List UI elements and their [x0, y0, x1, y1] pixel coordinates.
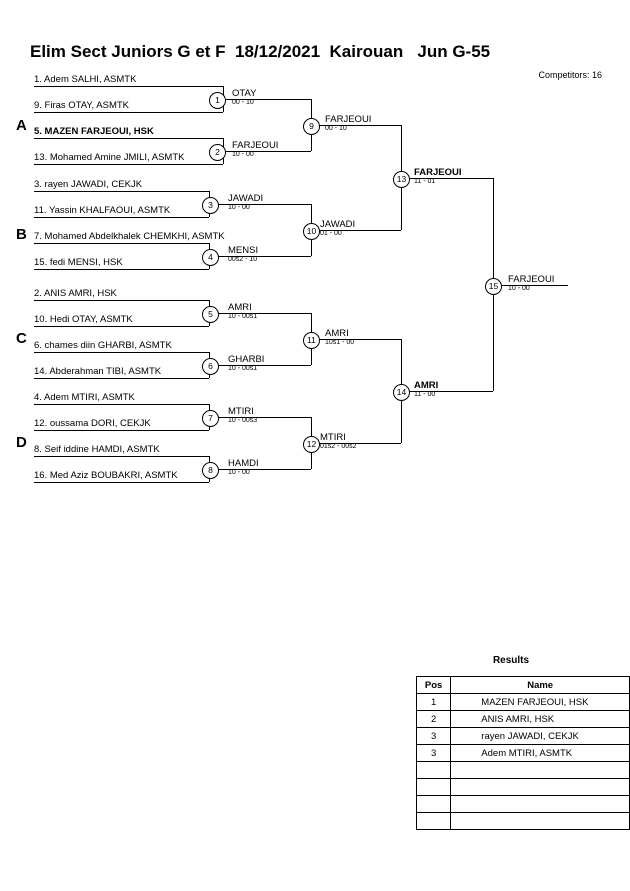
table-row — [417, 694, 630, 711]
result-pos — [417, 762, 451, 779]
match-circle-8[interactable]: 8 — [202, 462, 219, 479]
entrant-12: 14. Abderahman TIBI, ASMTK — [34, 366, 162, 377]
match-score-10: 01 - 00 — [320, 230, 342, 237]
result-name: MAZEN FARJEOUI, HSK — [451, 694, 630, 711]
bracket-line — [34, 300, 209, 301]
entrant-16: 16. Med Aziz BOUBAKRI, ASMTK — [34, 470, 178, 481]
match-score-7: 10 - 00s3 — [228, 417, 258, 424]
entrant-10: 10. Hedi OTAY, ASMTK — [34, 314, 133, 325]
entrant-8: 15. fedi MENSI, HSK — [34, 257, 123, 268]
table-row — [417, 711, 630, 728]
table-row — [417, 813, 630, 830]
match-winner-13: FARJEOUI — [414, 167, 462, 178]
results-table — [416, 676, 630, 830]
result-pos — [417, 779, 451, 796]
entrant-1: 1. Adem SALHI, ASMTK — [34, 74, 137, 85]
entrant-11: 6. chames diin GHARBI, ASMTK — [34, 340, 172, 351]
bracket-line — [34, 217, 209, 218]
table-row — [417, 745, 630, 762]
match-score-9: 00 - 10 — [325, 125, 347, 132]
result-pos: 3 — [417, 728, 451, 745]
entrant-13: 4. Adem MTIRI, ASMTK — [34, 392, 135, 403]
bracket-line — [493, 285, 568, 286]
match-circle-9[interactable]: 9 — [303, 118, 320, 135]
match-winner-12: MTIRI — [320, 432, 346, 443]
match-circle-10[interactable]: 10 — [303, 223, 320, 240]
match-winner-15: FARJEOUI — [508, 274, 555, 285]
bracket-line — [34, 456, 209, 457]
match-circle-1[interactable]: 1 — [209, 92, 226, 109]
match-score-8: 10 - 00 — [228, 469, 250, 476]
result-name: Adem MTIRI, ASMTK — [451, 745, 630, 762]
group-letter-b: B — [16, 226, 27, 243]
table-row — [417, 762, 630, 779]
result-name — [451, 813, 630, 830]
bracket-line — [34, 112, 223, 113]
result-name — [451, 762, 630, 779]
bracket-line — [209, 417, 311, 418]
match-winner-3: JAWADI — [228, 193, 264, 204]
result-name — [451, 779, 630, 796]
match-winner-14: AMRI — [414, 380, 439, 391]
table-row — [417, 796, 630, 813]
match-circle-2[interactable]: 2 — [209, 144, 226, 161]
entrant-15: 8. Seif iddine HAMDI, ASMTK — [34, 444, 160, 455]
page-title: Elim Sect Juniors G et F 18/12/2021 Kairouan Jun G-55 — [30, 42, 491, 61]
match-winner-11: AMRI — [325, 328, 349, 339]
result-name: ANIS AMRI, HSK — [451, 711, 630, 728]
results-header-row — [417, 677, 630, 694]
result-name — [451, 796, 630, 813]
match-circle-12[interactable]: 12 — [303, 436, 320, 453]
bracket-line — [34, 164, 223, 165]
match-score-5: 10 - 00s1 — [228, 313, 258, 320]
match-circle-3[interactable]: 3 — [202, 197, 219, 214]
match-score-6: 10 - 00s1 — [228, 365, 258, 372]
match-circle-13[interactable]: 13 — [393, 171, 410, 188]
entrant-4: 13. Mohamed Amine JMILI, ASMTK — [34, 152, 185, 163]
bracket-line — [209, 256, 311, 257]
match-winner-5: AMRI — [228, 302, 252, 313]
match-circle-11[interactable]: 11 — [303, 332, 320, 349]
match-circle-6[interactable]: 6 — [202, 358, 219, 375]
bracket-line — [209, 365, 311, 366]
match-winner-9: FARJEOUI — [325, 114, 372, 125]
match-circle-4[interactable]: 4 — [202, 249, 219, 266]
bracket-line — [209, 469, 311, 470]
table-row — [417, 728, 630, 745]
bracket-line — [34, 326, 209, 327]
match-circle-7[interactable]: 7 — [202, 410, 219, 427]
bracket-line — [34, 269, 209, 270]
entrant-9: 2. ANIS AMRI, HSK — [34, 288, 117, 299]
match-score-11: 10s1 - 00 — [325, 339, 355, 346]
entrant-14: 12. oussama DORI, CEKJK — [34, 418, 151, 429]
table-row — [417, 779, 630, 796]
match-winner-6: GHARBI — [228, 354, 265, 365]
match-score-3: 10 - 00 — [228, 204, 250, 211]
bracket-line — [34, 430, 209, 431]
match-circle-14[interactable]: 14 — [393, 384, 410, 401]
match-score-15: 10 - 00 — [508, 285, 530, 292]
group-letter-d: D — [16, 434, 27, 451]
bracket-line — [34, 138, 223, 139]
match-winner-7: MTIRI — [228, 406, 254, 417]
match-winner-1: OTAY — [232, 88, 257, 99]
bracket-line — [34, 482, 209, 483]
match-winner-4: MENSI — [228, 245, 259, 256]
bracket-line — [209, 313, 311, 314]
bracket-line — [34, 352, 209, 353]
entrant-2: 9. Firas OTAY, ASMTK — [34, 100, 130, 111]
results-col-name: Name — [451, 677, 630, 694]
match-score-2: 10 - 00 — [232, 151, 254, 158]
match-circle-5[interactable]: 5 — [202, 306, 219, 323]
match-score-4: 00s2 - 10 — [228, 256, 258, 263]
entrant-5: 3. rayen JAWADI, CEKJK — [34, 179, 143, 190]
group-letter-c: C — [16, 330, 27, 347]
bracket-line — [34, 191, 209, 192]
bracket-line — [34, 404, 209, 405]
results-title: Results — [492, 655, 530, 666]
match-score-13: 11 - 01 — [414, 178, 436, 185]
bracket-line — [34, 86, 223, 87]
result-pos — [417, 796, 451, 813]
match-circle-15[interactable]: 15 — [485, 278, 502, 295]
match-winner-10: JAWADI — [320, 219, 356, 230]
bracket-line — [34, 378, 209, 379]
entrant-7: 7. Mohamed Abdelkhalek CHEMKHI, ASMTK — [34, 231, 225, 242]
entrant-6: 11. Yassin KHALFAOUI, ASMTK — [34, 205, 171, 216]
result-pos: 3 — [417, 745, 451, 762]
match-winner-2: FARJEOUI — [232, 140, 279, 151]
result-name: rayen JAWADI, CEKJK — [451, 728, 630, 745]
group-letter-a: A — [16, 117, 27, 134]
bracket-line — [34, 243, 209, 244]
results-col-pos: Pos — [417, 677, 451, 694]
match-score-12: 01s2 - 00s2 — [320, 443, 357, 450]
bracket-line — [209, 204, 311, 205]
result-pos: 1 — [417, 694, 451, 711]
result-pos — [417, 813, 451, 830]
result-pos: 2 — [417, 711, 451, 728]
entrant-3: 5. MAZEN FARJEOUI, HSK — [34, 126, 154, 137]
match-score-14: 11 - 00 — [414, 391, 436, 398]
match-winner-8: HAMDI — [228, 458, 259, 469]
competitors-count: Competitors: 16 — [538, 70, 602, 80]
match-score-1: 00 - 10 — [232, 99, 254, 106]
